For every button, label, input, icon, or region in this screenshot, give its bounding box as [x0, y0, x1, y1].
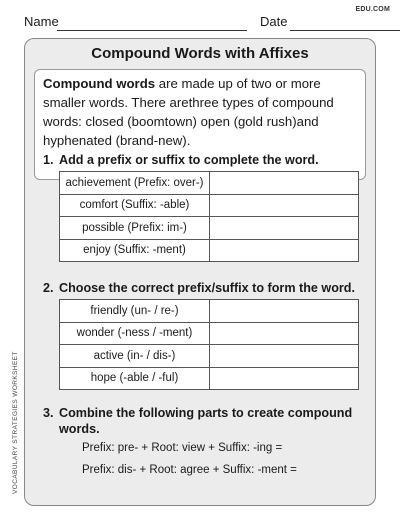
- question-2-table: [59, 299, 359, 390]
- table-row: [60, 367, 359, 390]
- header: [24, 14, 376, 34]
- question-text: Choose the correct prefix/suffix to form the word.: [59, 281, 355, 295]
- word-cell: active (in- / dis-): [60, 345, 210, 368]
- table-row: [60, 322, 359, 345]
- word-cell: possible (Prefix: im-): [60, 217, 210, 240]
- question-2: [43, 280, 355, 296]
- word-cell: wonder (-ness / -ment): [60, 322, 210, 345]
- table-row: [60, 172, 359, 195]
- question-text: Combine the following parts to create compound: [59, 406, 353, 420]
- intro-bold-lead: Compound words: [43, 76, 156, 91]
- question-text: Add a prefix or suffix to complete the word.: [59, 153, 319, 167]
- answer-cell[interactable]: [210, 217, 359, 240]
- answer-cell[interactable]: [210, 322, 359, 345]
- question-number: 3.: [43, 406, 54, 420]
- name-label: Name: [24, 14, 59, 29]
- question-number: 1.: [43, 153, 54, 167]
- question-1-table: [59, 171, 359, 262]
- table-row: [60, 194, 359, 217]
- date-line[interactable]: [290, 30, 400, 31]
- question-1: [43, 152, 319, 168]
- table-row: [60, 345, 359, 368]
- table-row: [60, 239, 359, 262]
- worksheet: [24, 38, 376, 506]
- date-label: Date: [260, 14, 288, 29]
- word-cell: achievement (Prefix: over-): [60, 172, 210, 195]
- answer-cell[interactable]: [210, 367, 359, 390]
- answer-cell[interactable]: [210, 194, 359, 217]
- side-label: VOCABULARY STRATEGIES WORKSHEET: [12, 351, 19, 494]
- table-row: [60, 300, 359, 323]
- brand-logo: EDU.COM: [355, 6, 390, 13]
- word-cell: hope (-able / -ful): [60, 367, 210, 390]
- question-text-continued: words.: [59, 422, 100, 436]
- answer-cell[interactable]: [210, 172, 359, 195]
- word-cell: friendly (un- / re-): [60, 300, 210, 323]
- question-number: 2.: [43, 281, 54, 295]
- combine-item: Prefix: pre- + Root: view + Suffix: -ing =: [82, 442, 283, 454]
- answer-cell[interactable]: [210, 345, 359, 368]
- question-3: [43, 405, 363, 437]
- page-title: Compound Words with Affixes: [91, 44, 309, 62]
- word-cell: comfort (Suffix: -able): [60, 194, 210, 217]
- answer-cell[interactable]: [210, 239, 359, 262]
- word-cell: enjoy (Suffix: -ment): [60, 239, 210, 262]
- answer-cell[interactable]: [210, 300, 359, 323]
- combine-item: Prefix: dis- + Root: agree + Suffix: -ment =: [82, 464, 297, 476]
- name-line[interactable]: [57, 30, 247, 31]
- table-row: [60, 217, 359, 240]
- intro-text: are made up of two or more smaller words. There arethree types of compound words: closed (boomtown) open (gold rush)and hyphenated (brand-new).: [43, 76, 334, 148]
